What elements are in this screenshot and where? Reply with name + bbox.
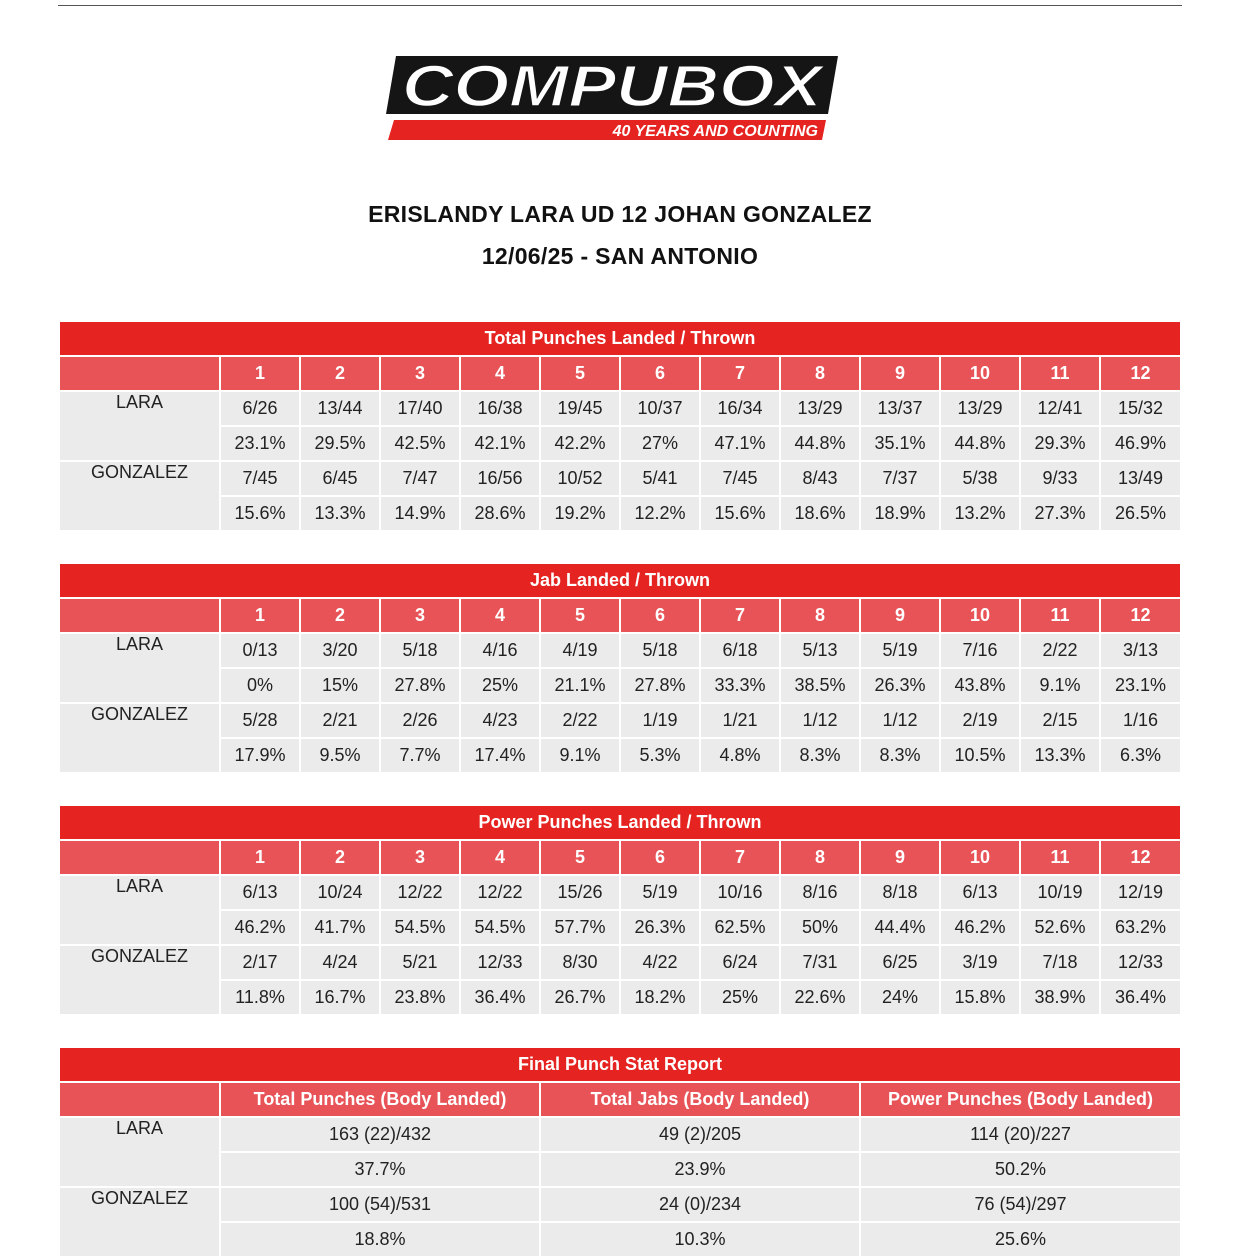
landed-thrown-cell: 10/52 xyxy=(540,461,620,496)
percent-cell: 54.5% xyxy=(460,910,540,945)
percent-cell: 38.9% xyxy=(1020,980,1100,1014)
percent-cell: 26.7% xyxy=(540,980,620,1014)
landed-thrown-cell: 2/19 xyxy=(940,703,1020,738)
percent-cell: 46.2% xyxy=(940,910,1020,945)
fighter-name: LARA xyxy=(60,391,220,461)
landed-thrown-cell: 7/45 xyxy=(220,461,300,496)
landed-thrown-cell: 10/24 xyxy=(300,875,380,910)
landed-thrown-cell: 5/38 xyxy=(940,461,1020,496)
percent-cell: 13.3% xyxy=(300,496,380,530)
percent-cell: 44.8% xyxy=(780,426,860,461)
round-header: 8 xyxy=(780,356,860,391)
percent-cell: 41.7% xyxy=(300,910,380,945)
landed-thrown-cell: 10/19 xyxy=(1020,875,1100,910)
final-cell: 100 (54)/531 xyxy=(220,1187,540,1222)
percent-cell: 54.5% xyxy=(380,910,460,945)
round-header: 9 xyxy=(860,840,940,875)
round-header: 9 xyxy=(860,356,940,391)
percent-cell: 18.6% xyxy=(780,496,860,530)
round-header: 12 xyxy=(1100,356,1180,391)
landed-thrown-cell: 7/47 xyxy=(380,461,460,496)
landed-thrown-cell: 15/26 xyxy=(540,875,620,910)
final-header-total: Total Punches (Body Landed) xyxy=(220,1082,540,1117)
landed-thrown-cell: 13/29 xyxy=(780,391,860,426)
fight-title: ERISLANDY LARA UD 12 JOHAN GONZALEZ xyxy=(368,201,872,227)
round-header: 1 xyxy=(220,598,300,633)
final-header-blank xyxy=(60,1082,220,1117)
landed-thrown-cell: 19/45 xyxy=(540,391,620,426)
landed-thrown-cell: 7/37 xyxy=(860,461,940,496)
landed-thrown-cell: 10/37 xyxy=(620,391,700,426)
percent-cell: 46.2% xyxy=(220,910,300,945)
percent-cell: 16.7% xyxy=(300,980,380,1014)
total-punches-table xyxy=(60,322,1180,530)
landed-thrown-cell: 16/34 xyxy=(700,391,780,426)
landed-thrown-cell: 5/18 xyxy=(380,633,460,668)
final-cell: 76 (54)/297 xyxy=(860,1187,1180,1222)
landed-thrown-cell: 1/19 xyxy=(620,703,700,738)
landed-thrown-cell: 8/18 xyxy=(860,875,940,910)
landed-thrown-cell: 5/18 xyxy=(620,633,700,668)
round-header: 8 xyxy=(780,598,860,633)
round-header: 10 xyxy=(940,356,1020,391)
fighter-name: GONZALEZ xyxy=(60,945,220,1014)
percent-cell: 25% xyxy=(460,668,540,703)
percent-cell: 29.3% xyxy=(1020,426,1100,461)
percent-cell: 44.4% xyxy=(860,910,940,945)
fighter-name: GONZALEZ xyxy=(60,461,220,530)
landed-thrown-cell: 16/38 xyxy=(460,391,540,426)
percent-cell: 27% xyxy=(620,426,700,461)
final-report-title: Final Punch Stat Report xyxy=(60,1048,1180,1082)
round-header: 1 xyxy=(220,840,300,875)
landed-thrown-cell: 4/16 xyxy=(460,633,540,668)
percent-cell: 50% xyxy=(780,910,860,945)
percent-cell: 25% xyxy=(700,980,780,1014)
percent-cell: 10.5% xyxy=(940,738,1020,772)
percent-cell: 35.1% xyxy=(860,426,940,461)
landed-thrown-cell: 4/22 xyxy=(620,945,700,980)
round-header: 7 xyxy=(700,598,780,633)
fighter-name: LARA xyxy=(60,1117,220,1187)
landed-thrown-cell: 3/20 xyxy=(300,633,380,668)
round-header: 12 xyxy=(1100,840,1180,875)
percent-cell: 26.3% xyxy=(620,910,700,945)
landed-thrown-cell: 8/30 xyxy=(540,945,620,980)
landed-thrown-cell: 6/26 xyxy=(220,391,300,426)
final-header-jabs: Total Jabs (Body Landed) xyxy=(540,1082,860,1117)
final-pct-cell: 25.6% xyxy=(860,1222,1180,1256)
percent-cell: 18.9% xyxy=(860,496,940,530)
landed-thrown-cell: 4/23 xyxy=(460,703,540,738)
percent-cell: 26.3% xyxy=(860,668,940,703)
percent-cell: 38.5% xyxy=(780,668,860,703)
final-cell: 163 (22)/432 xyxy=(220,1117,540,1152)
percent-cell: 4.8% xyxy=(700,738,780,772)
percent-cell: 9.5% xyxy=(300,738,380,772)
round-header: 2 xyxy=(300,840,380,875)
landed-thrown-cell: 15/32 xyxy=(1100,391,1180,426)
percent-cell: 57.7% xyxy=(540,910,620,945)
landed-thrown-cell: 2/22 xyxy=(540,703,620,738)
round-header: 5 xyxy=(540,840,620,875)
landed-thrown-cell: 1/12 xyxy=(780,703,860,738)
percent-cell: 23.1% xyxy=(1100,668,1180,703)
landed-thrown-cell: 6/45 xyxy=(300,461,380,496)
round-header: 5 xyxy=(540,356,620,391)
landed-thrown-cell: 6/24 xyxy=(700,945,780,980)
landed-thrown-cell: 2/22 xyxy=(1020,633,1100,668)
round-header: 11 xyxy=(1020,356,1100,391)
percent-cell: 27.8% xyxy=(380,668,460,703)
percent-cell: 24% xyxy=(860,980,940,1014)
percent-cell: 7.7% xyxy=(380,738,460,772)
landed-thrown-cell: 7/16 xyxy=(940,633,1020,668)
top-rule xyxy=(58,5,1182,6)
landed-thrown-cell: 2/17 xyxy=(220,945,300,980)
landed-thrown-cell: 13/49 xyxy=(1100,461,1180,496)
landed-thrown-cell: 5/28 xyxy=(220,703,300,738)
percent-cell: 11.8% xyxy=(220,980,300,1014)
percent-cell: 13.2% xyxy=(940,496,1020,530)
percent-cell: 23.8% xyxy=(380,980,460,1014)
landed-thrown-cell: 12/33 xyxy=(1100,945,1180,980)
landed-thrown-cell: 12/41 xyxy=(1020,391,1100,426)
percent-cell: 63.2% xyxy=(1100,910,1180,945)
landed-thrown-cell: 2/26 xyxy=(380,703,460,738)
logo-brand-text: COMPUBOX xyxy=(402,54,827,119)
landed-thrown-cell: 12/22 xyxy=(460,875,540,910)
landed-thrown-cell: 5/13 xyxy=(780,633,860,668)
percent-cell: 17.4% xyxy=(460,738,540,772)
percent-cell: 36.4% xyxy=(460,980,540,1014)
landed-thrown-cell: 5/21 xyxy=(380,945,460,980)
landed-thrown-cell: 13/44 xyxy=(300,391,380,426)
percent-cell: 46.9% xyxy=(1100,426,1180,461)
percent-cell: 9.1% xyxy=(1020,668,1100,703)
percent-cell: 8.3% xyxy=(780,738,860,772)
round-header: 6 xyxy=(620,840,700,875)
landed-thrown-cell: 3/13 xyxy=(1100,633,1180,668)
landed-thrown-cell: 12/33 xyxy=(460,945,540,980)
fight-subtitle: 12/06/25 - SAN ANTONIO xyxy=(481,243,759,269)
percent-cell: 8.3% xyxy=(860,738,940,772)
final-header-power: Power Punches (Body Landed) xyxy=(860,1082,1180,1117)
landed-thrown-cell: 1/12 xyxy=(860,703,940,738)
landed-thrown-cell: 1/21 xyxy=(700,703,780,738)
percent-cell: 44.8% xyxy=(940,426,1020,461)
final-report-table xyxy=(60,1048,1180,1256)
final-pct-cell: 10.3% xyxy=(540,1222,860,1256)
jab-table xyxy=(60,564,1180,772)
landed-thrown-cell: 5/19 xyxy=(620,875,700,910)
percent-cell: 42.5% xyxy=(380,426,460,461)
percent-cell: 13.3% xyxy=(1020,738,1100,772)
round-header: 3 xyxy=(380,840,460,875)
table-title: Total Punches Landed / Thrown xyxy=(60,322,1180,356)
percent-cell: 27.8% xyxy=(620,668,700,703)
round-header: 11 xyxy=(1020,840,1100,875)
percent-cell: 42.1% xyxy=(460,426,540,461)
landed-thrown-cell: 4/19 xyxy=(540,633,620,668)
percent-cell: 22.6% xyxy=(780,980,860,1014)
landed-thrown-cell: 6/18 xyxy=(700,633,780,668)
final-pct-cell: 50.2% xyxy=(860,1152,1180,1187)
percent-cell: 42.2% xyxy=(540,426,620,461)
round-header: 2 xyxy=(300,356,380,391)
landed-thrown-cell: 7/31 xyxy=(780,945,860,980)
round-header: 5 xyxy=(540,598,620,633)
landed-thrown-cell: 12/22 xyxy=(380,875,460,910)
round-header: 3 xyxy=(380,598,460,633)
final-cell: 49 (2)/205 xyxy=(540,1117,860,1152)
landed-thrown-cell: 0/13 xyxy=(220,633,300,668)
fighter-name: LARA xyxy=(60,875,220,945)
table-title: Jab Landed / Thrown xyxy=(60,564,1180,598)
percent-cell: 62.5% xyxy=(700,910,780,945)
percent-cell: 21.1% xyxy=(540,668,620,703)
fighter-name: LARA xyxy=(60,633,220,703)
percent-cell: 52.6% xyxy=(1020,910,1100,945)
percent-cell: 23.1% xyxy=(220,426,300,461)
landed-thrown-cell: 4/24 xyxy=(300,945,380,980)
final-pct-cell: 23.9% xyxy=(540,1152,860,1187)
header-blank xyxy=(60,598,220,633)
round-header: 12 xyxy=(1100,598,1180,633)
landed-thrown-cell: 8/43 xyxy=(780,461,860,496)
landed-thrown-cell: 13/29 xyxy=(940,391,1020,426)
landed-thrown-cell: 10/16 xyxy=(700,875,780,910)
percent-cell: 15.8% xyxy=(940,980,1020,1014)
percent-cell: 19.2% xyxy=(540,496,620,530)
landed-thrown-cell: 5/19 xyxy=(860,633,940,668)
percent-cell: 12.2% xyxy=(620,496,700,530)
percent-cell: 33.3% xyxy=(700,668,780,703)
percent-cell: 27.3% xyxy=(1020,496,1100,530)
percent-cell: 18.2% xyxy=(620,980,700,1014)
percent-cell: 28.6% xyxy=(460,496,540,530)
landed-thrown-cell: 7/18 xyxy=(1020,945,1100,980)
round-header: 7 xyxy=(700,356,780,391)
round-header: 8 xyxy=(780,840,860,875)
round-header: 6 xyxy=(620,356,700,391)
header-blank xyxy=(60,840,220,875)
round-header: 7 xyxy=(700,840,780,875)
landed-thrown-cell: 12/19 xyxy=(1100,875,1180,910)
landed-thrown-cell: 16/56 xyxy=(460,461,540,496)
landed-thrown-cell: 9/33 xyxy=(1020,461,1100,496)
final-pct-cell: 18.8% xyxy=(220,1222,540,1256)
landed-thrown-cell: 7/45 xyxy=(700,461,780,496)
percent-cell: 36.4% xyxy=(1100,980,1180,1014)
percent-cell: 9.1% xyxy=(540,738,620,772)
round-header: 6 xyxy=(620,598,700,633)
percent-cell: 15.6% xyxy=(220,496,300,530)
round-header: 3 xyxy=(380,356,460,391)
percent-cell: 26.5% xyxy=(1100,496,1180,530)
percent-cell: 17.9% xyxy=(220,738,300,772)
percent-cell: 43.8% xyxy=(940,668,1020,703)
compubox-logo xyxy=(386,54,842,142)
round-header: 4 xyxy=(460,840,540,875)
logo-tagline-text: 40 YEARS AND COUNTING xyxy=(612,123,818,140)
round-header: 10 xyxy=(940,840,1020,875)
landed-thrown-cell: 13/37 xyxy=(860,391,940,426)
landed-thrown-cell: 6/25 xyxy=(860,945,940,980)
round-header: 10 xyxy=(940,598,1020,633)
percent-cell: 29.5% xyxy=(300,426,380,461)
percent-cell: 6.3% xyxy=(1100,738,1180,772)
percent-cell: 5.3% xyxy=(620,738,700,772)
fighter-name: GONZALEZ xyxy=(60,703,220,772)
landed-thrown-cell: 2/21 xyxy=(300,703,380,738)
percent-cell: 15.6% xyxy=(700,496,780,530)
final-cell: 114 (20)/227 xyxy=(860,1117,1180,1152)
landed-thrown-cell: 17/40 xyxy=(380,391,460,426)
landed-thrown-cell: 2/15 xyxy=(1020,703,1100,738)
landed-thrown-cell: 5/41 xyxy=(620,461,700,496)
round-header: 4 xyxy=(460,598,540,633)
percent-cell: 14.9% xyxy=(380,496,460,530)
final-pct-cell: 37.7% xyxy=(220,1152,540,1187)
landed-thrown-cell: 1/16 xyxy=(1100,703,1180,738)
fighter-name: GONZALEZ xyxy=(60,1187,220,1256)
percent-cell: 47.1% xyxy=(700,426,780,461)
round-header: 11 xyxy=(1020,598,1100,633)
percent-cell: 0% xyxy=(220,668,300,703)
round-header: 4 xyxy=(460,356,540,391)
header-blank xyxy=(60,356,220,391)
final-cell: 24 (0)/234 xyxy=(540,1187,860,1222)
landed-thrown-cell: 6/13 xyxy=(220,875,300,910)
landed-thrown-cell: 6/13 xyxy=(940,875,1020,910)
landed-thrown-cell: 8/16 xyxy=(780,875,860,910)
percent-cell: 15% xyxy=(300,668,380,703)
table-title: Power Punches Landed / Thrown xyxy=(60,806,1180,840)
round-header: 9 xyxy=(860,598,940,633)
round-header: 1 xyxy=(220,356,300,391)
landed-thrown-cell: 3/19 xyxy=(940,945,1020,980)
power-punches-table xyxy=(60,806,1180,1014)
round-header: 2 xyxy=(300,598,380,633)
